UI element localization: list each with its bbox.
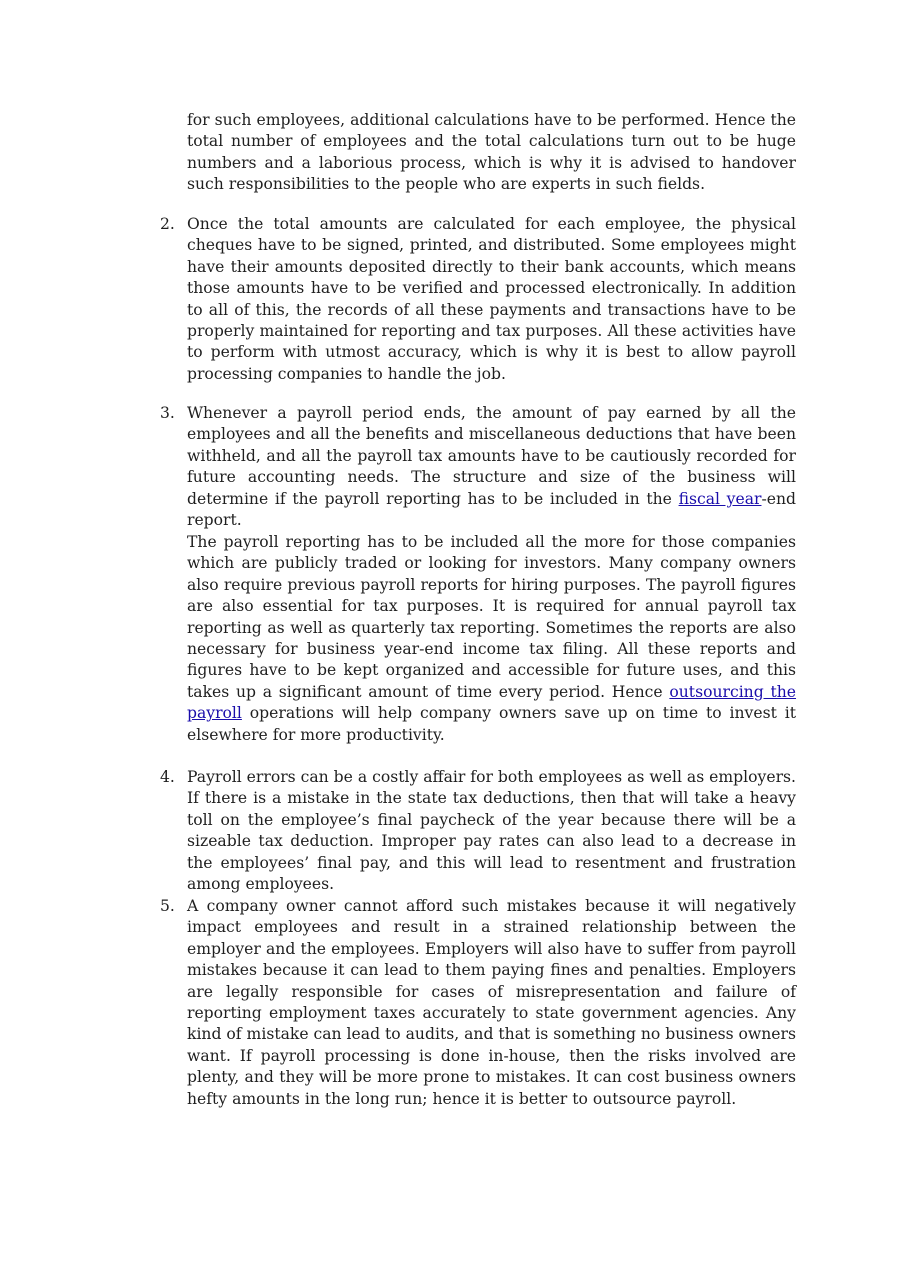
second-paragraph-after-link: operations will help company owners save up on time to invest it elsewhere for more productivity. [187, 704, 796, 744]
list-item-3-text [187, 403, 796, 531]
list-item-3-second-paragraph [187, 532, 796, 746]
list-item-5-text: A company owner cannot afford such mistakes because it will negatively impact employees and result in a strained relationship between the employer and the employees. Employers will also have to suffer from payroll mistakes because it can lead to them paying fines and penalties. Employers are legally responsible for cases of misrepresentation and failure of reporting employment taxes accurately to state government agencies. Any kind of mistake can lead to audits, and that is something no business owners want. If payroll processing is done in-house, then the risks involved are plenty, and they will be more prone to mistakes. It can cost business owners hefty amounts in the long run; hence it is better to outsource payroll. [187, 897, 796, 1108]
list-item-3-text-before-link: Whenever a payroll period ends, the amount of pay earned by all the employees and all the benefits and miscellaneous deductions that have been withheld, and all the payroll tax amounts have to be cautiously recorded for future accounting needs. The structure and size of the business will determine if the payroll reporting has to be included in the [187, 404, 796, 508]
list-item-4-text: Payroll errors can be a costly affair for both employees as well as employers. If there is a mistake in the state tax deductions, then that will take a heavy toll on the employee’s final paycheck of the year because there will be a sizeable tax deduction. Improper pay rates can also lead to a decrease in the employees’ final pay, and this will lead to resentment and frustration among employees. [187, 768, 796, 894]
outsourcing-payroll-link[interactable]: outsourcing the payroll [187, 682, 796, 723]
list-number-5: 5. [160, 897, 175, 915]
second-paragraph-before-link: The payroll reporting has to be included all the more for those companies which are publicly traded or looking for investors. Many company owners also require previous payroll reports for hiring purposes. The payroll figures are also essential for tax purposes. It is required for annual payroll tax reporting as well as quarterly tax reporting. Sometimes the reports are also necessary for business year-end income tax filing. All these reports and figures have to be kept organized and accessible for future uses, and this takes up a significant amount of time every period. Hence [187, 533, 796, 701]
continued-paragraph: for such employees, additional calculations have to be performed. Hence the total number of employees and the total calculations turn out to be huge numbers and a laborious process, which is why it is advised to handover such responsibilities to the people who are experts in such fields. [187, 111, 796, 194]
list-number-3: 3. [160, 404, 175, 422]
list-item-3-text-after-link: -end report. [187, 489, 796, 530]
list-number-4: 4. [160, 768, 175, 786]
fiscal-year-link[interactable]: fiscal year [678, 489, 762, 508]
list-number-2: 2. [160, 215, 175, 233]
list-item-2-text: Once the total amounts are calculated for each employee, the physical cheques have to be signed, printed, and distributed. Some employees might have their amounts deposited directly to their bank accounts, which means those amounts have to be verified and processed electronically. In addition to all of this, the records of all these payments and transactions have to be properly maintained for reporting and tax purposes. All these activities have to perform with utmost accuracy, which is why it is best to allow payroll processing companies to handle the job. [187, 215, 796, 383]
